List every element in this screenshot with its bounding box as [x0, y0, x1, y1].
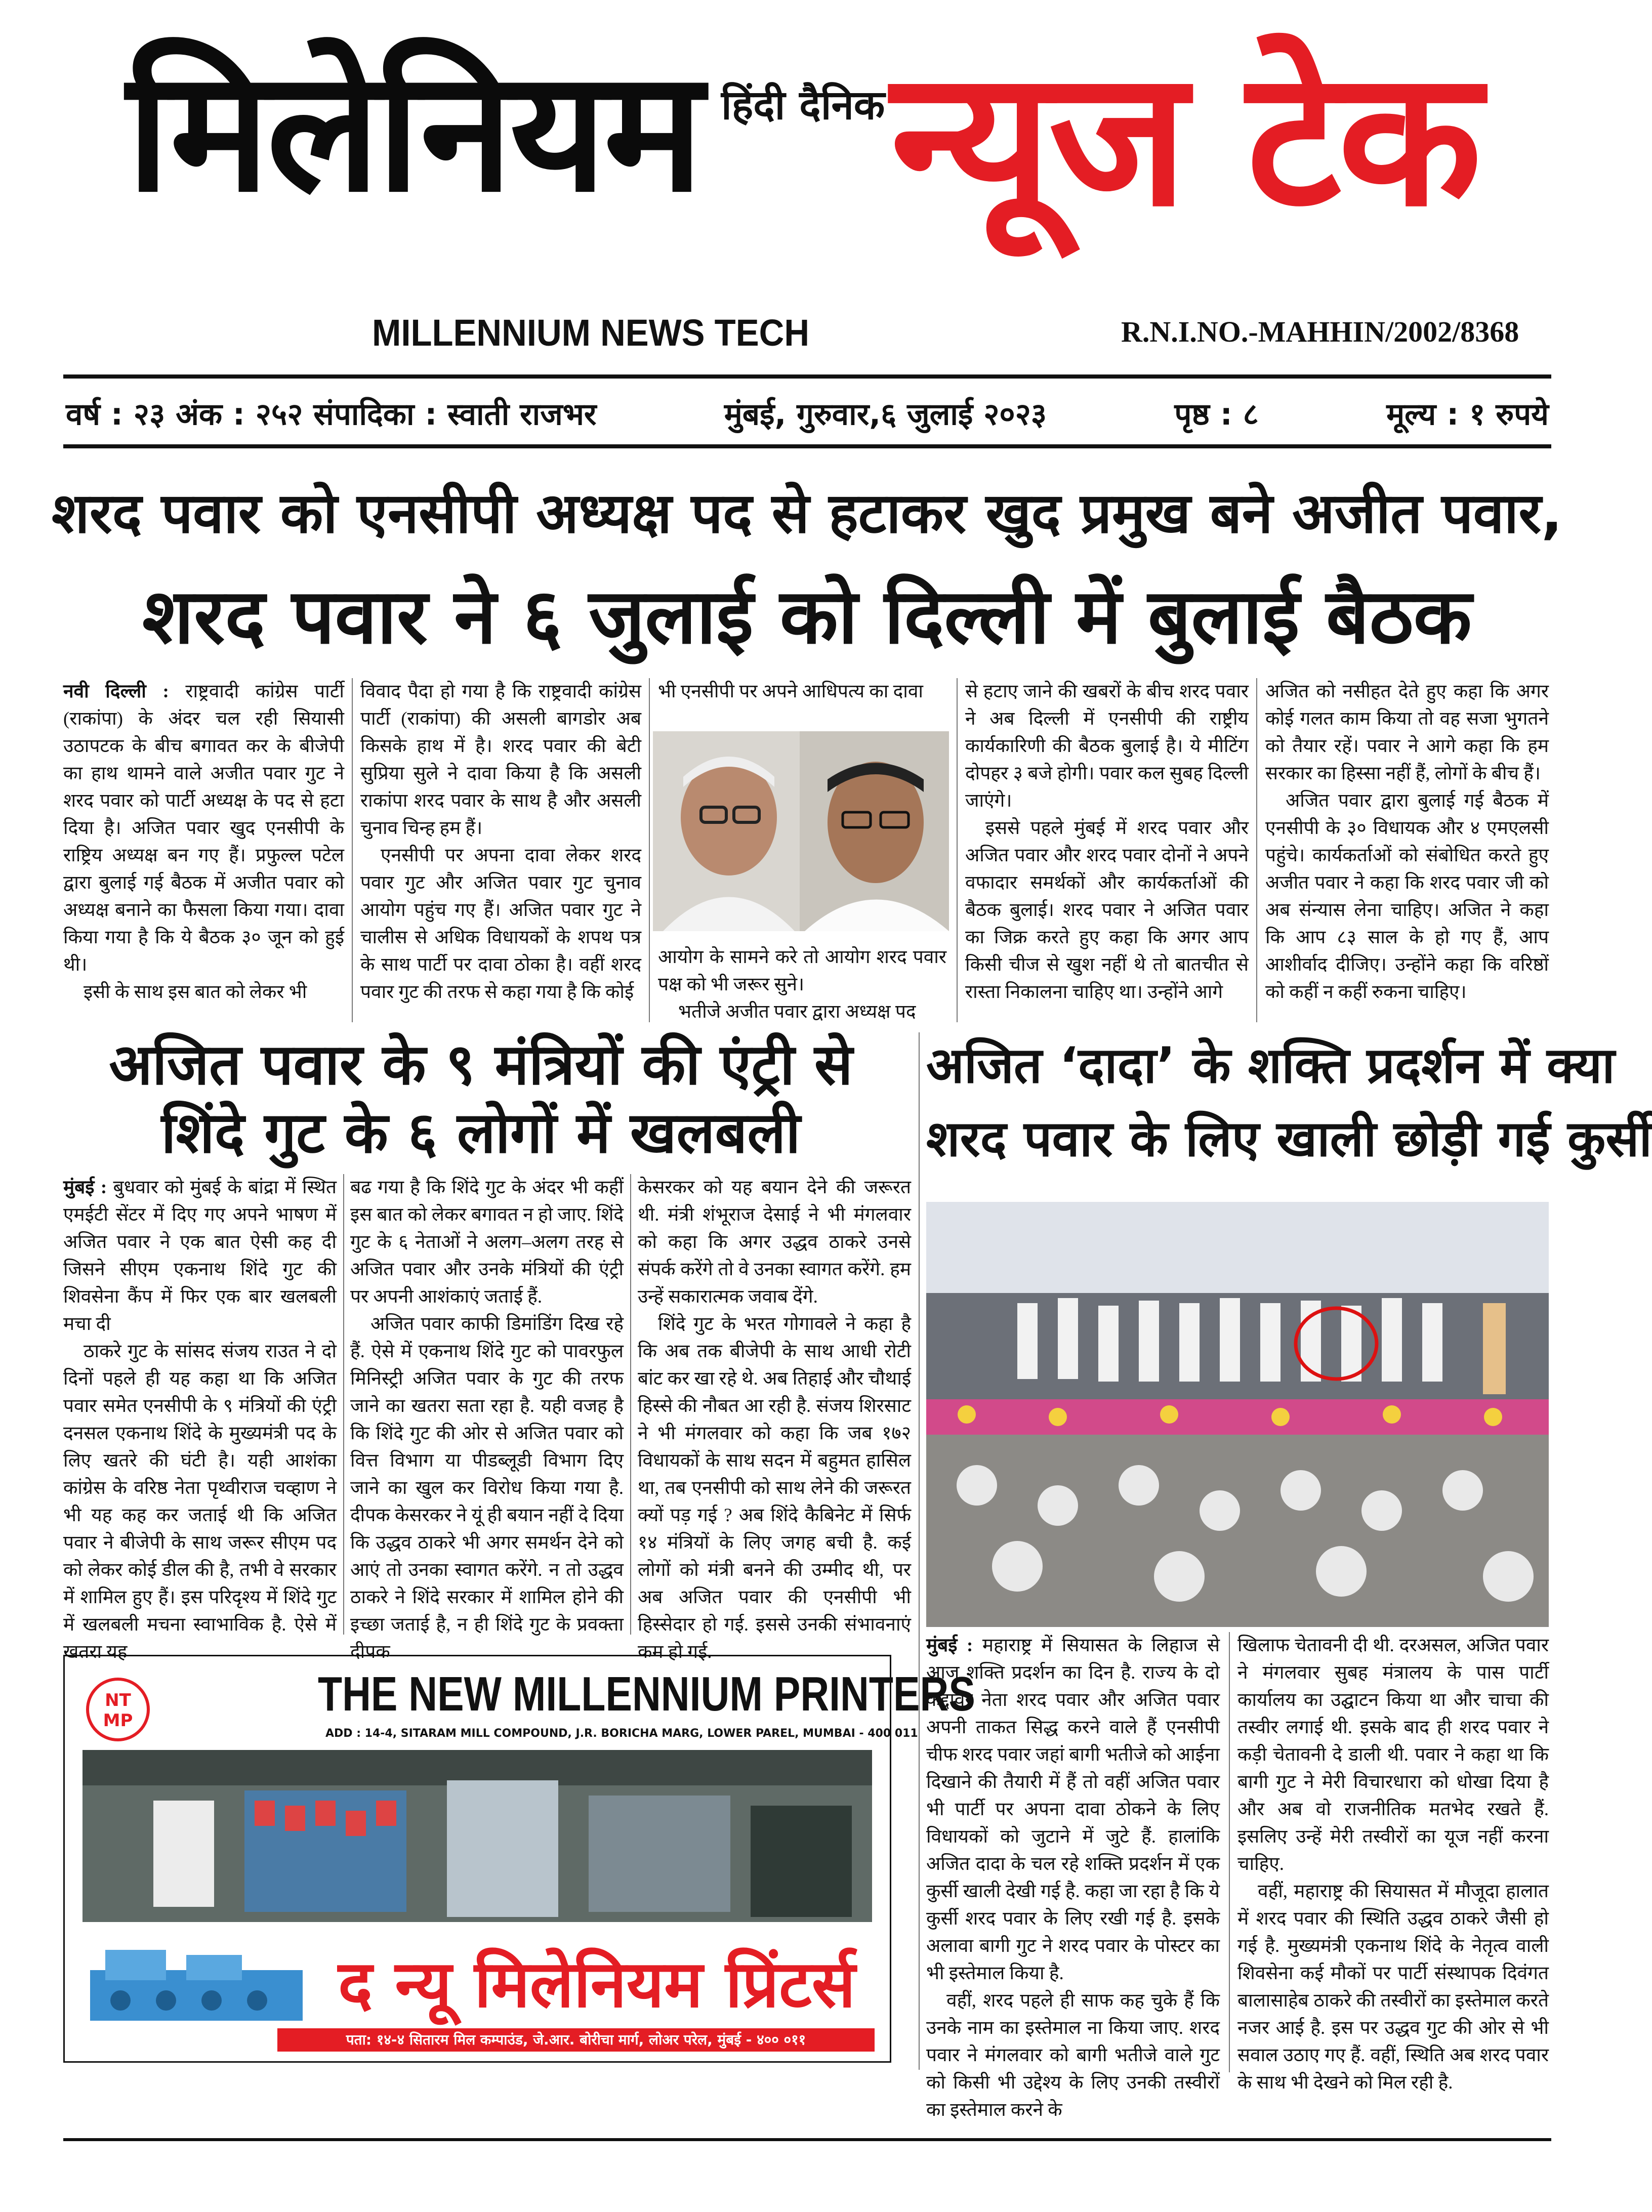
divider [1256, 678, 1257, 1022]
lead-headline-2: शरद पवार ने ६ जुलाई को दिल्ली में बुलाई बैठक [142, 573, 1472, 661]
divider [352, 678, 353, 1022]
rni-number: R.N.I.NO.-MAHHIN/2002/8368 [1121, 315, 1519, 348]
story2-column-1 [63, 1174, 337, 1662]
ntmp-logo [85, 1672, 151, 1747]
lead-col2b-text: एनसीपी पर अपना दावा लेकर शरद पवार गुट और अजित पवार गुट चुनाव आयोग पहुंच गए हैं। अजित पवार गुट ने चालीस से अधिक विधायकों के शपथ पत्र के साथ पार्टी पर दावा ठोका है। वहीं शरद पवार गुट की तरफ से कहा गया है कि कोई [360, 845, 641, 1003]
lead-col1b-text: इसी के साथ इस बात को लेकर भी [84, 982, 307, 1003]
lead-col4b-text: इससे पहले मुंबई में शरद पवार और अजित पवार और शरद पवार दोनों ने अपने वफादार समर्थकों और कार्यकर्ताओं की बैठक बुलाई। शरद पवार ने अजित पवार का जिक्र करते हुए कहा कि अगर आप किसी चीज से खुश नहीं थे तो बातचीत से रास्ता निकालना चाहिए था। उन्होंने आगे [965, 818, 1249, 1003]
lead-column-4 [965, 678, 1249, 1022]
story2-column-2 [350, 1174, 624, 1662]
press-machine-illustration [85, 1940, 313, 2026]
page-footer-rule [63, 2138, 1551, 2141]
lead-column-2 [360, 678, 641, 1022]
divider [649, 678, 650, 1022]
divider [630, 1174, 631, 1635]
ad-hindi-title: द न्यू मिलेनियम प्रिंटर्स [338, 1947, 856, 2022]
lead-col3-bottom-text: आयोग के सामने करे तो आयोग शरद पवार पक्ष को भी जरूर सुने। [658, 947, 946, 995]
page-count: पृष्ठ : ८ [1174, 397, 1259, 432]
masthead-title-black: मिलेनियम [127, 34, 700, 229]
story2-column-3 [638, 1174, 911, 1662]
svg-text:MP: MP [103, 1710, 133, 1731]
lead-column-3-bottom [658, 944, 946, 1022]
lead-headline-1: शरद पवार को एनसीपी अध्यक्ष पद से हटाकर खुद प्रमुख बने अजीत पवार, [51, 481, 1563, 546]
story2-col3-text: केसरकर को यह बयान देने की जरूरत थी. मंत्री शंभूराज देसाई ने भी मंगलवार को कहा कि अगर उद्धव ठाकरे उनसे संपर्क करेंगे तो वे उनका स्वागत करेंगे. हम उन्हें सकारात्मक जवाब देंगे. [638, 1177, 911, 1307]
story3-col2-text: खिलाफ चेतावनी दी थी. दरअसल, अजित पवार ने मंगलवार सुबह मंत्रालय के पास पार्टी कार्यालय का उद्घाटन किया था और चाचा की तस्वीर लगाई थी. इसके बाद ही शरद पवार ने कड़ी चेतावनी दे डाली थी. पवार ने कहा था कि बागी गुट ने मेरी विचारधारा को धोखा दिया है और अब वो राजनीतिक मतभेद रखते हैं. इसलिए उन्हें मेरी तस्वीरों का यूज नहीं करना चाहिए. [1237, 1635, 1549, 1874]
price: मूल्य : १ रुपये [1386, 397, 1549, 432]
story2-dateline: मुंबई : [63, 1177, 107, 1198]
story3-col1-text: महाराष्ट्र में सियासत के लिहाज से आज शक्ति प्रदर्शन का दिन है. राज्य के दो कद्दावर नेता शरद पवार और अजित पवार अपनी ताकत सिद्ध करने वाले हैं एनसीपी चीफ शरद पवार जहां बागी भतीजे को आईना दिखाने की तैयारी में हैं तो वहीं अजित पवार भी पार्टी पर अपना दावा ठोकने के लिए विधायकों को जुटाने में जुटे हैं. हालांकि अजित दादा के चल रहे शक्ति प्रदर्शन में एक कुर्सी खाली देखी गई है. कहा जा रहा है कि ये कुर्सी शरद पवार के लिए रखी गई है. इसके अलावा बागी गुट ने शरद पवार के पोस्टर का भी इस्तेमाल किया है. [926, 1635, 1220, 1984]
story2-headline-1: अजित पवार के ९ मंत्रियों की एंट्री से [109, 1032, 853, 1098]
ad-title: THE NEW MILLENNIUM PRINTERS [318, 1667, 975, 1721]
story3-col2b-text: वहीं, महाराष्ट्र की सियासत में मौजूदा हालात में शरद पवार की स्थिति उद्धव ठाकरे जैसी हो गई है. मुख्यमंत्री एकनाथ शिंदे के नेतृत्व वाली शिवसेना कई मौकों पर पार्टी संस्थापक दिवंगत बालासाहेब ठाकरे की तस्वीरों का इस्तेमाल करते नजर आई है. इस पर उद्धव गुट की ओर से भी सवाल उठाए गए हैं. वहीं, स्थिति अब शरद पवार के साथ भी देखने को मिल रही है. [1237, 1881, 1549, 2093]
dateline-bar [66, 392, 1549, 433]
lead-col5-text: अजित को नसीहत देते हुए कहा कि अगर कोई गलत काम किया तो वह सजा भुगतने को तैयार रहें। पवार ने आगे कहा कि हम सरकार का हिस्सा नहीं हैं, लोगों के बीच हैं। [1265, 681, 1549, 784]
ad-photo-press [82, 1750, 872, 1922]
issue-info: वर्ष : २३ अंक : २५२ संपादिका : स्वाती राजभर [66, 397, 597, 432]
divider [919, 1032, 920, 2070]
svg-text:NT: NT [105, 1690, 131, 1710]
story2-headline-2: शिंदे गुट के ६ लोगों में खलबली [161, 1100, 801, 1166]
divider [343, 1174, 344, 1635]
masthead-rule-top [63, 374, 1551, 379]
divider [1229, 1632, 1230, 2072]
story2-col1b-text: ठाकरे गुट के सांसद संजय राउत ने दो दिनों पहले ही यह कहा था कि अजित पवार समेत एनसीपी के ९ मंत्रियों की एंट्री दनसल एकनाथ शिंदे के मुख्यमंत्री पद के लिए खतरे की घंटी है। यही आशंका कांग्रेस के वरिष्ठ नेता पृथ्वीराज चव्हाण ने भी यह कह कर जताई थी कि अजित पवार ने बीजेपी के साथ जरूर सीएम पद को लेकर कोई डील की है, तभी वे सरकार में शामिल हुए हैं। इस परिदृश्य में शिंदे गुट में खलबली मचना स्वाभाविक है. ऐसे में खतरा यह [63, 1341, 337, 1662]
story2-col1-text: बुधवार को मुंबई के बांद्रा में स्थित एमईटी सेंटर में दिए गए अपने भाषण में अजित पवार ने एक बात ऐसी कह दी जिसने सीएम एकनाथ शिंदे गुट की शिवसेना कैंप में फिर एक बार खलबली मचा दी [63, 1177, 337, 1334]
masthead-english-name: MILLENNIUM NEWS TECH [372, 312, 810, 354]
ad-address: ADD : 14-4, SITARAM MILL COMPOUND, J.R. BORICHA MARG, LOWER PAREL, MUMBAI - 400 011 [325, 1727, 918, 1740]
divider [957, 678, 958, 1022]
story3-col1b-text: वहीं, शरद पहले ही साफ कह चुके हैं कि उनके नाम का इस्तेमाल ना किया जाए. शरद पवार ने मंगलवार को बागी भतीजे वाले गुट को किसी भी उद्देश्य के लिए उनकी तस्वीरों का इस्तेमाल करने के [926, 1990, 1220, 2120]
masthead-tagline: हिंदी दैनिक [721, 81, 885, 129]
lead-col4-text: से हटाए जाने की खबरों के बीच शरद पवार ने अब दिल्ली में एनसीपी की राष्ट्रीय कार्यकारिणी की बैठक बुलाई है। ये मीटिंग दोपहर ३ बजे होगी। पवार कल सुबह दिल्ली जाएंगे। [965, 681, 1249, 811]
lead-col2-text: विवाद पैदा हो गया है कि राष्ट्रवादी कांग्रेस पार्टी (राकांपा) की असली बागडोर अब किसके हाथ में है। शरद पवार की बेटी सुप्रिया सुले ने दावा किया है कि असली राकांपा शरद पवार के साथ है और असली चुनाव चिन्ह हम हैं। [360, 681, 641, 839]
story3-dateline: मुंबई : [926, 1635, 973, 1656]
lead-column-3-top [658, 678, 946, 708]
lead-column-1 [63, 678, 344, 1022]
story3-photo-rally [926, 1202, 1549, 1627]
story2-col2b-text: अजित पवार काफी डिमांडिंग दिख रहे हैं. ऐसे में एकनाथ शिंदे गुट को पावरफुल मिनिस्ट्री अजित पवार के गुट की तरफ जाने का खतरा सता रहा है. यही वजह है कि शिंदे गुट की ओर से अजित पवार को वित्त विभाग या पीडब्लूडी विभाग दिए जाने का खुल कर विरोध किया गया है. दीपक केसरकर ने यूं ही बयान नहीं दे दिया कि उद्धव ठाकरे भी अगर समर्थन देने को आएं तो उनका स्वागत करेंगे. न तो उद्धव ठाकरे ने शिंदे सरकार में शामिल होने की इच्छा जताई है, न ही शिंदे गुट के प्रवक्ता दीपक [350, 1314, 624, 1662]
lead-photo-leaders [653, 731, 949, 931]
masthead-rule-bottom [63, 444, 1551, 448]
city-date: मुंबई, गुरुवार,६ जुलाई २०२३ [724, 397, 1047, 432]
story2-col2-text: बढ गया है कि शिंदे गुट के अंदर भी कहीं इस बात को लेकर बगावत न हो जाए. शिंदे गुट के ६ नेताओं ने अलग–अलग तरह से अजित पवार और उनके मंत्रियों की एंट्री पर अपनी आशंकाएं जताई हैं. [350, 1177, 624, 1307]
lead-column-5 [1265, 678, 1549, 1022]
story2-col3b-text: शिंदे गुट के भरत गोगावले ने कहा है कि अब तक बीजेपी के साथ आधी रोटी बांट कर खा रहे थे. अब तिहाई और चौथाई हिस्से की नौबत आ रही है. संजय शिरसाट ने भी मंगलवार को कहा कि जब १७२ विधायकों के साथ सदन में बहुमत हासिल था, तब एनसीपी को साथ लेने की जरूरत क्यों पड़ गई ? अब शिंदे कैबिनेट में सिर्फ १४ मंत्रियों के लिए जगह बची है. कई लोगों को मंत्री बनने की उम्मीद थी, पर अब अजित पवार की एनसीपी भी हिस्सेदार हो गई. इससे उनकी संभावनाएं कम हो गई. [638, 1314, 911, 1662]
story3-headline-1: अजित ‘दादा’ के शक्ति प्रदर्शन में क्या [926, 1037, 1615, 1095]
masthead-title-red: न्यूज टेक [891, 30, 1479, 248]
lead-dateline: नवी दिल्ली : [63, 681, 169, 702]
lead-col5b-text: अजित पवार द्वारा बुलाई गई बैठक में एनसीपी के ३० विधायक और ४ एमएलसी पहुंचे। कार्यकर्ताओं को संबोधित करते हुए अजीत पवार ने कहा कि शरद पवार जी को अब संन्यास लेना चाहिए। अजित ने कहा कि आप ८३ साल के हो गए हैं, आप आशीर्वाद दीजिए। उन्होंने कहा कि वरिष्ठों को कहीं न कहीं रुकना चाहिए। [1265, 790, 1549, 1003]
story3-column-2 [1237, 1632, 1549, 2093]
printers-advertisement [63, 1655, 975, 2063]
lead-col1-text: राष्ट्रवादी कांग्रेस पार्टी (राकांपा) के अंदर चल रही सियासी उठापटक के बीच बगावत कर के बीजेपी का हाथ थामने वाले अजीत पवार गुट ने शरद पवार को पार्टी अध्यक्ष के पद से हटा दिया है। अजित पवार खुद एनसीपी के राष्ट्रिय अध्यक्ष बन गए हैं। प्रफुल्ल पटेल द्वारा बुलाई गई बैठक में अजीत पवार को अध्यक्ष बनाने का फैसला किया गया। दावा किया गया है कि ये बैठक ३० जून को हुई थी। [63, 681, 344, 975]
ad-hindi-address: पता: १४-४ सितारम मिल कम्पाउंड, जे.आर. बोरीचा मार्ग, लोअर परेल, मुंबई - ४०० ०११ [277, 2028, 875, 2052]
lead-col3-top-text: भी एनसीपी पर अपने आधिपत्य का दावा [658, 681, 923, 702]
lead-col3-bottom2-text: भतीजे अजीत पवार द्वारा अध्यक्ष पद [678, 1001, 916, 1022]
story3-headline-2: शरद पवार के लिए खाली छोड़ी गई कुर्सी [926, 1110, 1652, 1168]
